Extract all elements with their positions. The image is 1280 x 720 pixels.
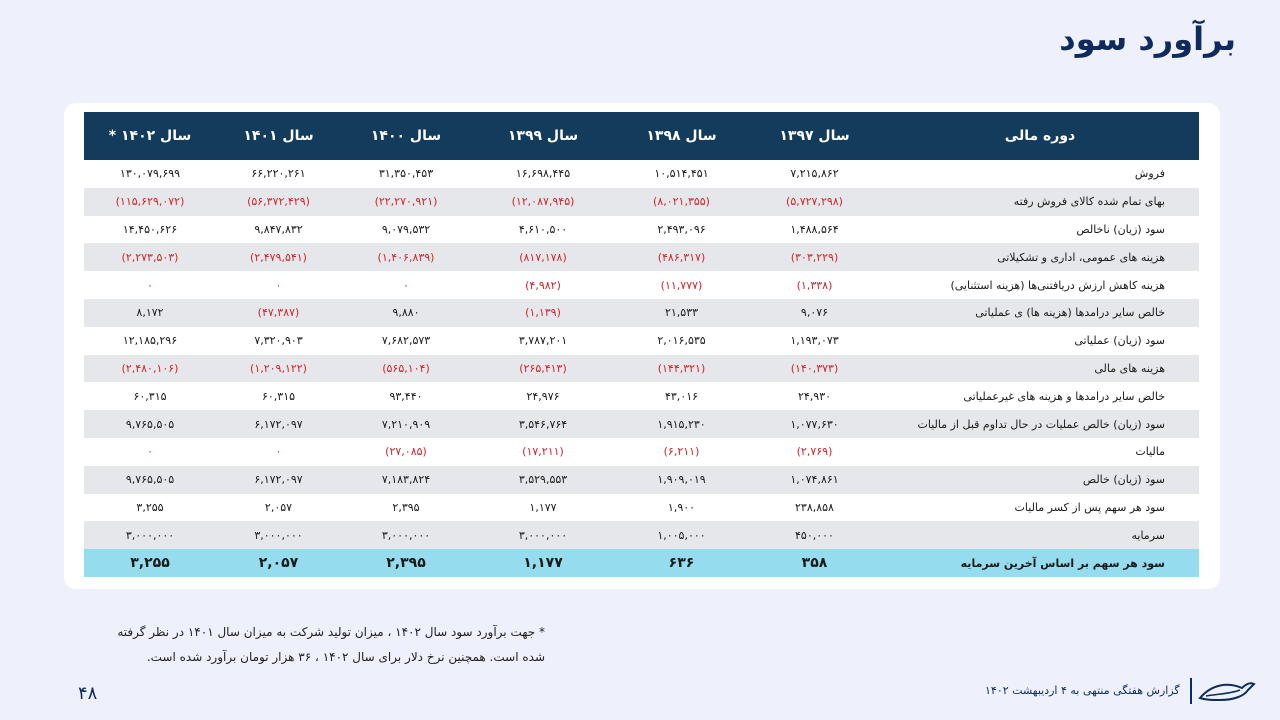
table-cell: ۱,۰۷۴,۸۶۱ — [790, 473, 839, 487]
table-cell: ۰ — [147, 278, 153, 292]
table-cell: ۱,۹۱۵,۲۳۰ — [657, 417, 706, 431]
row-label: هزینه کاهش ارزش دریافتنی‌ها (هزینه استثنایی) — [950, 278, 1165, 292]
table-cell: (۵۶۵,۱۰۴) — [382, 361, 430, 375]
table-cell: ۰ — [275, 445, 282, 459]
table-row — [84, 382, 1199, 410]
table-cell: (۱۴۰,۳۷۳) — [790, 361, 839, 375]
table-cell: ۲,۰۱۶,۵۳۵ — [657, 334, 706, 348]
table-cell: (۱۱,۷۷۷) — [660, 278, 703, 292]
table-cell: ۱,۱۹۳,۰۷۳ — [790, 334, 839, 348]
table-row — [84, 410, 1199, 438]
table-cell: ۲,۳۹۵ — [392, 500, 420, 514]
table-cell: ۱,۹۰۹,۰۱۹ — [657, 473, 706, 487]
table-row — [84, 188, 1199, 216]
row-label: سود هر سهم بر اساس آخرین سرمایه — [960, 556, 1165, 570]
header-year-1397: سال ۱۳۹۷ — [779, 128, 850, 144]
table-cell: (۱۴۴,۳۲۱) — [657, 361, 706, 375]
table-cell: (۲,۷۶۹) — [796, 445, 833, 459]
table-cell: ۳,۰۰۰,۰۰۰ — [381, 528, 431, 542]
header-year-1398: سال ۱۳۹۸ — [646, 128, 717, 144]
table-cell: ۰ — [403, 278, 409, 292]
header-period: دوره مالی — [1004, 128, 1076, 144]
footnote-line: شده است. همچنین نرخ دلار برای سال ۱۴۰۲ ، ۳۶ هزار تومان برآورد شده است. — [146, 650, 545, 664]
table-cell: ۳,۲۵۵ — [130, 555, 170, 572]
table-cell: ۲,۴۹۳,۰۹۶ — [657, 222, 706, 236]
table-row — [84, 271, 1199, 299]
table-cell: ۲,۰۵۷ — [258, 555, 299, 572]
table-row — [84, 438, 1199, 466]
row-label: هزینه های عمومی، اداری و تشکیلاتی — [997, 250, 1165, 264]
table-cell: (۱۱۵,۶۲۹,۰۷۲) — [115, 195, 185, 209]
table-cell: ۹,۷۶۵,۵۰۵ — [125, 473, 175, 487]
table-cell: (۱,۳۳۸) — [796, 278, 833, 292]
table-cell: (۵۶,۳۷۲,۴۲۹) — [247, 195, 310, 209]
table-cell: (۶,۲۱۱) — [663, 445, 700, 459]
table-cell: ۳,۵۲۹,۵۵۳ — [518, 473, 568, 487]
table-cell: ۴۵۰,۰۰۰ — [795, 528, 834, 542]
row-label: سود (زیان) خالص — [1082, 473, 1165, 487]
footnote-line: * جهت برآورد سود سال ۱۴۰۲ ، میزان تولید شرکت به میزان سال ۱۴۰۱ در نظر گرفته — [117, 625, 545, 639]
footnote — [105, 620, 545, 670]
table-row — [84, 521, 1199, 549]
table-cell: (۲۶۵,۴۱۳) — [519, 361, 567, 375]
row-label: سرمایه — [1131, 528, 1165, 542]
table-cell: ۱۶,۶۹۸,۴۴۵ — [515, 167, 571, 181]
table-cell: ۴,۶۱۰,۵۰۰ — [518, 222, 568, 236]
row-label: سود (زیان) خالص عملیات در حال تداوم قبل از مالیات — [917, 417, 1165, 431]
table-row — [84, 243, 1199, 271]
table-cell: ۳,۷۸۷,۲۰۱ — [518, 334, 568, 348]
table-cell: (۱,۱۳۹) — [525, 306, 561, 320]
table-cell: ۱,۹۰۰ — [667, 500, 696, 514]
header-year-1402: سال ۱۴۰۲ * — [108, 128, 192, 144]
table-cell: (۲,۴۸۰,۱۰۶) — [121, 361, 179, 375]
profit-table — [84, 112, 1199, 577]
row-label: بهای تمام شده کالای فروش رفته — [1013, 195, 1165, 209]
table-cell: ۹,۸۸۰ — [392, 306, 420, 320]
table-cell: ۹,۰۷۹,۵۳۲ — [381, 222, 431, 236]
table-cell: ۱,۱۷۷ — [529, 500, 557, 514]
table-cell: (۸۱۷,۱۷۸) — [519, 250, 567, 264]
table-cell: ۴۳,۰۱۶ — [664, 389, 699, 403]
row-label: سود (زیان) ناخالص — [1076, 222, 1165, 236]
table-cell: (۵,۷۲۷,۲۹۸) — [786, 195, 843, 209]
table-cell: (۴,۹۸۲) — [525, 278, 561, 292]
table-cell: ۶۶,۲۲۰,۲۶۱ — [251, 167, 306, 181]
table-cell: ۶,۱۷۲,۰۹۷ — [254, 473, 303, 487]
table-row — [84, 299, 1199, 327]
table-row — [84, 355, 1199, 383]
total-row — [84, 549, 1199, 577]
table-cell: (۲۷,۰۸۵) — [385, 445, 427, 459]
table-cell: ۶۰,۳۱۵ — [133, 389, 167, 403]
table-row — [84, 216, 1199, 244]
table-cell: ۹۳,۴۴۰ — [389, 389, 423, 403]
table-cell: ۸,۱۷۲ — [136, 306, 164, 320]
table-row — [84, 327, 1199, 355]
table-cell: (۲۲,۲۷۰,۹۲۱) — [374, 195, 438, 209]
row-label: سود هر سهم پس از کسر مالیات — [1014, 500, 1165, 514]
table-cell: ۶,۱۷۲,۰۹۷ — [254, 417, 303, 431]
table-cell: (۱,۴۰۶,۸۳۹) — [377, 250, 435, 264]
table-cell: ۱۰,۵۱۴,۴۵۱ — [654, 167, 709, 181]
table-cell: ۶۰,۳۱۵ — [261, 389, 296, 403]
table-cell: ۲۴,۹۳۰ — [797, 389, 832, 403]
header-year-1400: سال ۱۴۰۰ — [370, 128, 442, 144]
row-label: سود (زیان) عملیاتی — [1074, 334, 1165, 348]
table-cell: ۷,۳۲۰,۹۰۳ — [254, 334, 303, 348]
table-cell: (۴۷,۳۸۷) — [257, 306, 300, 320]
table-cell: (۲,۲۷۳,۵۰۳) — [121, 250, 179, 264]
header-year-1399: سال ۱۳۹۹ — [507, 128, 579, 144]
table-cell: ۳,۰۰۰,۰۰۰ — [125, 528, 175, 542]
header-year-1401: سال ۱۴۰۱ — [243, 128, 314, 144]
table-cell: ۱۳۰,۰۷۹,۶۹۹ — [119, 167, 181, 181]
table-cell: (۴۸۶,۳۱۷) — [657, 250, 706, 264]
row-label: مالیات — [1135, 445, 1165, 459]
table-cell: ۶۳۶ — [668, 555, 695, 572]
table-cell: ۱,۰۷۷,۶۳۰ — [790, 417, 839, 431]
table-cell: ۷,۶۸۲,۵۷۳ — [381, 334, 431, 348]
report-label: گزارش هفتگی منتهی به ۴ اردیبهشت ۱۴۰۲ — [985, 684, 1180, 697]
footer-divider — [1190, 678, 1192, 704]
page-number: ۴۸ — [78, 683, 98, 704]
table-cell: ۰ — [275, 278, 282, 292]
table-cell: ۳,۵۴۶,۷۶۴ — [518, 417, 568, 431]
table-cell: ۲۳۸,۸۵۸ — [795, 500, 834, 514]
table-cell: ۹,۰۷۶ — [800, 306, 829, 320]
table-cell: ۱,۰۰۵,۰۰۰ — [657, 528, 706, 542]
table-cell: ۱,۱۷۷ — [523, 555, 563, 572]
table-cell: ۲۱,۵۳۳ — [664, 306, 699, 320]
table-card — [64, 103, 1220, 589]
table-cell: ۹,۸۴۷,۸۳۲ — [254, 222, 303, 236]
table-row — [84, 466, 1199, 494]
row-label: خالص سایر درامدها (هزینه ها) ی عملیاتی — [975, 306, 1165, 320]
table-cell: ۱,۴۸۸,۵۶۴ — [790, 222, 839, 236]
row-label: هزینه های مالی — [1094, 361, 1165, 375]
table-cell: (۱۷,۲۱۱) — [522, 445, 564, 459]
table-cell: (۳۰۳,۲۲۹) — [790, 250, 839, 264]
table-cell: (۸,۰۲۱,۳۵۵) — [653, 195, 710, 209]
table-row — [84, 494, 1199, 522]
table-cell: (۱۲,۰۸۷,۹۴۵) — [511, 195, 575, 209]
table-cell: ۹,۷۶۵,۵۰۵ — [125, 417, 175, 431]
table-cell: ۷,۲۱۵,۸۶۲ — [790, 167, 839, 181]
table-cell: ۷,۱۸۳,۸۲۴ — [381, 473, 431, 487]
page-title: برآورد سود — [1059, 20, 1236, 58]
table-cell: ۷,۲۱۰,۹۰۹ — [381, 417, 431, 431]
table-header-row — [84, 112, 1199, 160]
row-label: خالص سایر درامدها و هزینه های غیرعملیاتی — [963, 389, 1165, 403]
table-cell: (۲,۴۷۹,۵۴۱) — [250, 250, 307, 264]
table-cell: ۲,۰۵۷ — [264, 500, 293, 514]
table-row — [84, 160, 1199, 188]
table-cell: ۳,۰۰۰,۰۰۰ — [518, 528, 568, 542]
table-cell: ۱۴,۴۵۰,۶۲۶ — [122, 222, 178, 236]
company-logo-icon — [1198, 676, 1256, 708]
table-cell: ۳۵۸ — [801, 555, 828, 572]
table-cell: ۲,۳۹۵ — [386, 555, 426, 572]
table-cell: ۰ — [147, 445, 153, 459]
table-cell: ۱۲,۱۸۵,۲۹۶ — [122, 334, 178, 348]
table-cell: ۳,۲۵۵ — [136, 500, 164, 514]
table-cell: ۳۱,۳۵۰,۴۵۳ — [378, 167, 434, 181]
table-cell: (۱,۲۰۹,۱۲۲) — [250, 361, 307, 375]
table-cell: ۳,۰۰۰,۰۰۰ — [254, 528, 303, 542]
row-label: فروش — [1134, 167, 1165, 181]
table-cell: ۲۴,۹۷۶ — [526, 389, 560, 403]
